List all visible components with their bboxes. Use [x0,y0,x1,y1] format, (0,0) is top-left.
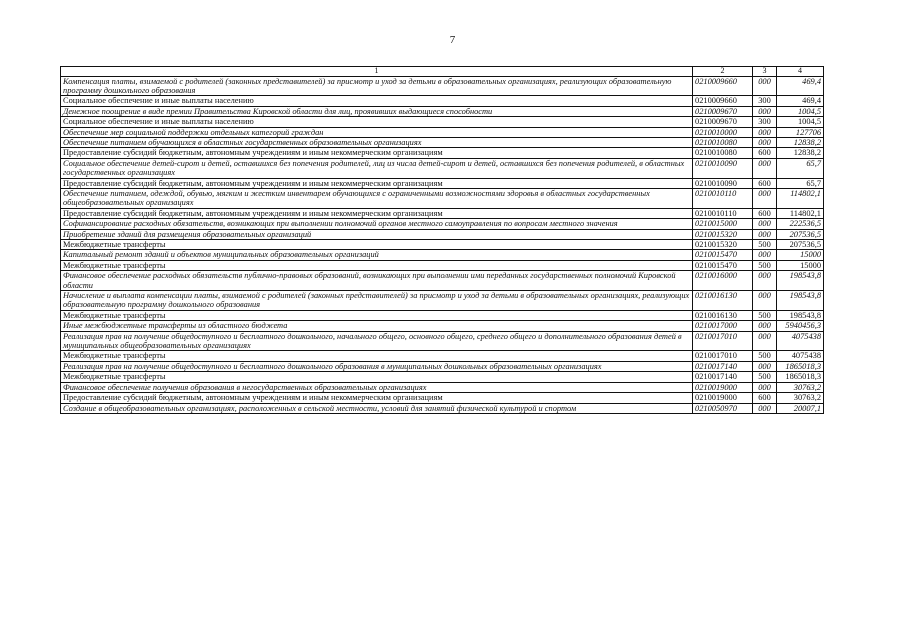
expense-type-cell: 500 [753,351,777,361]
amount-cell: 1865018,3 [777,361,824,371]
amount-cell: 469,4 [777,76,824,96]
table-row [61,188,824,208]
table-row [61,372,824,382]
expense-type-cell: 000 [753,403,777,413]
expense-type-cell: 000 [753,382,777,392]
table-row [61,106,824,116]
expense-name-cell: Межбюджетные трансферты [61,310,693,320]
amount-cell: 15000 [777,260,824,270]
table-row [61,250,824,260]
amount-cell: 15000 [777,250,824,260]
table-row [61,310,824,320]
target-code-cell: 0210019000 [693,393,753,403]
expense-type-cell: 500 [753,240,777,250]
expense-name-cell: Обеспечение питанием обучающихся в областных государственных образовательных организациях [61,137,693,147]
target-code-cell: 0210010110 [693,208,753,218]
expense-type-cell: 000 [753,271,777,291]
table-row [61,229,824,239]
expense-type-cell: 000 [753,361,777,371]
amount-cell: 5940456,3 [777,321,824,331]
expense-type-cell: 000 [753,229,777,239]
amount-cell: 65,7 [777,158,824,178]
expense-name-cell: Межбюджетные трансферты [61,351,693,361]
table-header-row [61,67,824,77]
table-row [61,382,824,392]
table-row [61,127,824,137]
expense-type-cell: 000 [753,127,777,137]
table-row [61,137,824,147]
expense-type-cell: 000 [753,188,777,208]
expense-name-cell: Социальное обеспечение детей-сирот и детей, оставшихся без попечения родителей, лиц из числа детей-сирот и детей, оставшихся без попечения родителей, в областных государственных организациях [61,158,693,178]
expense-name-cell: Предоставление субсидий бюджетным, автономным учреждениям и иным некоммерческим организациям [61,178,693,188]
amount-cell: 4075438 [777,351,824,361]
target-code-cell: 0210050970 [693,403,753,413]
expense-name-cell: Реализация прав на получение общедоступного и бесплатного дошкольного, начального общего, основного общего, среднего общего и дополнительного образования детей в муниципальных общеобразовательных организациях [61,331,693,351]
amount-cell: 207536,5 [777,229,824,239]
target-code-cell: 0210016130 [693,310,753,320]
amount-cell: 469,4 [777,96,824,106]
amount-cell: 65,7 [777,178,824,188]
amount-cell: 12838,2 [777,148,824,158]
expense-name-cell: Начисление и выплата компенсации платы, взимаемой с родителей (законных представителей) за присмотр и уход за детьми в образовательных организациях, реализующих образовательную программу дошкольного образования [61,291,693,311]
expense-name-cell: Предоставление субсидий бюджетным, автономным учреждениям и иным некоммерческим организациям [61,148,693,158]
amount-cell: 222536,5 [777,219,824,229]
target-code-cell: 0210015470 [693,260,753,270]
table-row [61,178,824,188]
expense-type-cell: 300 [753,117,777,127]
target-code-cell: 0210016130 [693,291,753,311]
table-row [61,219,824,229]
expense-type-cell: 300 [753,96,777,106]
expense-type-cell: 600 [753,393,777,403]
amount-cell: 207536,5 [777,240,824,250]
target-code-cell: 0210010110 [693,188,753,208]
expense-name-cell: Создание в общеобразовательных организациях, расположенных в сельской местности, условий для занятий физической культурой и спортом [61,403,693,413]
amount-cell: 127706 [777,127,824,137]
amount-cell: 198543,8 [777,310,824,320]
amount-cell: 20007,1 [777,403,824,413]
expense-name-cell: Предоставление субсидий бюджетным, автономным учреждениям и иным некоммерческим организациям [61,208,693,218]
expense-type-cell: 500 [753,310,777,320]
table-row [61,331,824,351]
header-cell: 4 [777,67,824,77]
table-row [61,208,824,218]
expense-type-cell: 000 [753,158,777,178]
expense-type-cell: 500 [753,372,777,382]
expense-name-cell: Иные межбюджетные трансферты из областного бюджета [61,321,693,331]
amount-cell: 198543,8 [777,271,824,291]
table-row [61,393,824,403]
expense-type-cell: 000 [753,291,777,311]
target-code-cell: 0210019000 [693,382,753,392]
budget-table [60,66,824,414]
table-row [61,403,824,413]
expense-type-cell: 000 [753,331,777,351]
header-cell: 1 [61,67,693,77]
target-code-cell: 0210015320 [693,240,753,250]
table-row [61,361,824,371]
expense-type-cell: 600 [753,148,777,158]
expense-type-cell: 500 [753,260,777,270]
table-row [61,260,824,270]
amount-cell: 1865018,3 [777,372,824,382]
target-code-cell: 0210009670 [693,106,753,116]
target-code-cell: 0210015320 [693,229,753,239]
expense-type-cell: 600 [753,178,777,188]
amount-cell: 114802,1 [777,188,824,208]
expense-type-cell: 000 [753,137,777,147]
amount-cell: 30763,2 [777,393,824,403]
table-row [61,148,824,158]
expense-name-cell: Межбюджетные трансферты [61,240,693,250]
expense-name-cell: Межбюджетные трансферты [61,260,693,270]
page-number: 7 [449,34,456,46]
target-code-cell: 0210017140 [693,372,753,382]
expense-name-cell: Денежное поощрение в виде премии Правительства Кировской области для лиц, проявивших выдающиеся способности [61,106,693,116]
table-row [61,76,824,96]
expense-name-cell: Финансовое обеспечение получения образования в негосударственных образовательных организациях [61,382,693,392]
expense-name-cell: Приобретение зданий для размещения образовательных организаций [61,229,693,239]
expense-name-cell: Реализация прав на получение общедоступного и бесплатного дошкольного образования в муниципальных дошкольных образовательных организациях [61,361,693,371]
target-code-cell: 0210017000 [693,321,753,331]
target-code-cell: 0210015000 [693,219,753,229]
expense-name-cell: Предоставление субсидий бюджетным, автономным учреждениям и иным некоммерческим организациям [61,393,693,403]
target-code-cell: 0210015470 [693,250,753,260]
table-row [61,158,824,178]
amount-cell: 30763,2 [777,382,824,392]
expense-type-cell: 000 [753,321,777,331]
expense-type-cell: 000 [753,76,777,96]
expense-type-cell: 000 [753,219,777,229]
expense-name-cell: Финансовое обеспечение расходных обязательств публично-правовых образований, возникающих при выполнении ими переданных государственных полномочий Кировской области [61,271,693,291]
table-row [61,351,824,361]
target-code-cell: 0210010080 [693,137,753,147]
amount-cell: 114802,1 [777,208,824,218]
header-cell: 3 [753,67,777,77]
table-row [61,291,824,311]
expense-type-cell: 600 [753,208,777,218]
amount-cell: 1004,5 [777,106,824,116]
target-code-cell: 0210010000 [693,127,753,137]
target-code-cell: 0210009660 [693,76,753,96]
expense-name-cell: Обеспечение мер социальной поддержки отдельных категорий граждан [61,127,693,137]
target-code-cell: 0210010080 [693,148,753,158]
amount-cell: 1004,5 [777,117,824,127]
expense-name-cell: Софинансирование расходных обязательств, возникающих при выполнении полномочий органов местного самоуправления по вопросам местного значения [61,219,693,229]
target-code-cell: 0210010090 [693,178,753,188]
target-code-cell: 0210010090 [693,158,753,178]
amount-cell: 4075438 [777,331,824,351]
table-row [61,271,824,291]
table-row [61,240,824,250]
expense-name-cell: Обеспечение питанием, одеждой, обувью, мягким и жестким инвентарем обучающихся с ограниченными возможностями здоровья в областных государственных общеобразовательных организациях [61,188,693,208]
table-row [61,321,824,331]
amount-cell: 198543,8 [777,291,824,311]
target-code-cell: 0210017010 [693,331,753,351]
expense-type-cell: 000 [753,250,777,260]
header-cell: 2 [693,67,753,77]
expense-name-cell: Компенсация платы, взимаемой с родителей (законных представителей) за присмотр и уход за детьми в образовательных организациях, реализующих образовательную программу дошкольного образования [61,76,693,96]
expense-name-cell: Социальное обеспечение и иные выплаты населению [61,117,693,127]
expense-name-cell: Социальное обеспечение и иные выплаты населению [61,96,693,106]
table-row [61,96,824,106]
expense-name-cell: Капитальный ремонт зданий и объектов муниципальных образовательных организаций [61,250,693,260]
table-row [61,117,824,127]
expense-name-cell: Межбюджетные трансферты [61,372,693,382]
target-code-cell: 0210017140 [693,361,753,371]
target-code-cell: 0210009670 [693,117,753,127]
target-code-cell: 0210009660 [693,96,753,106]
amount-cell: 12838,2 [777,137,824,147]
target-code-cell: 0210017010 [693,351,753,361]
target-code-cell: 0210016000 [693,271,753,291]
expense-type-cell: 000 [753,106,777,116]
